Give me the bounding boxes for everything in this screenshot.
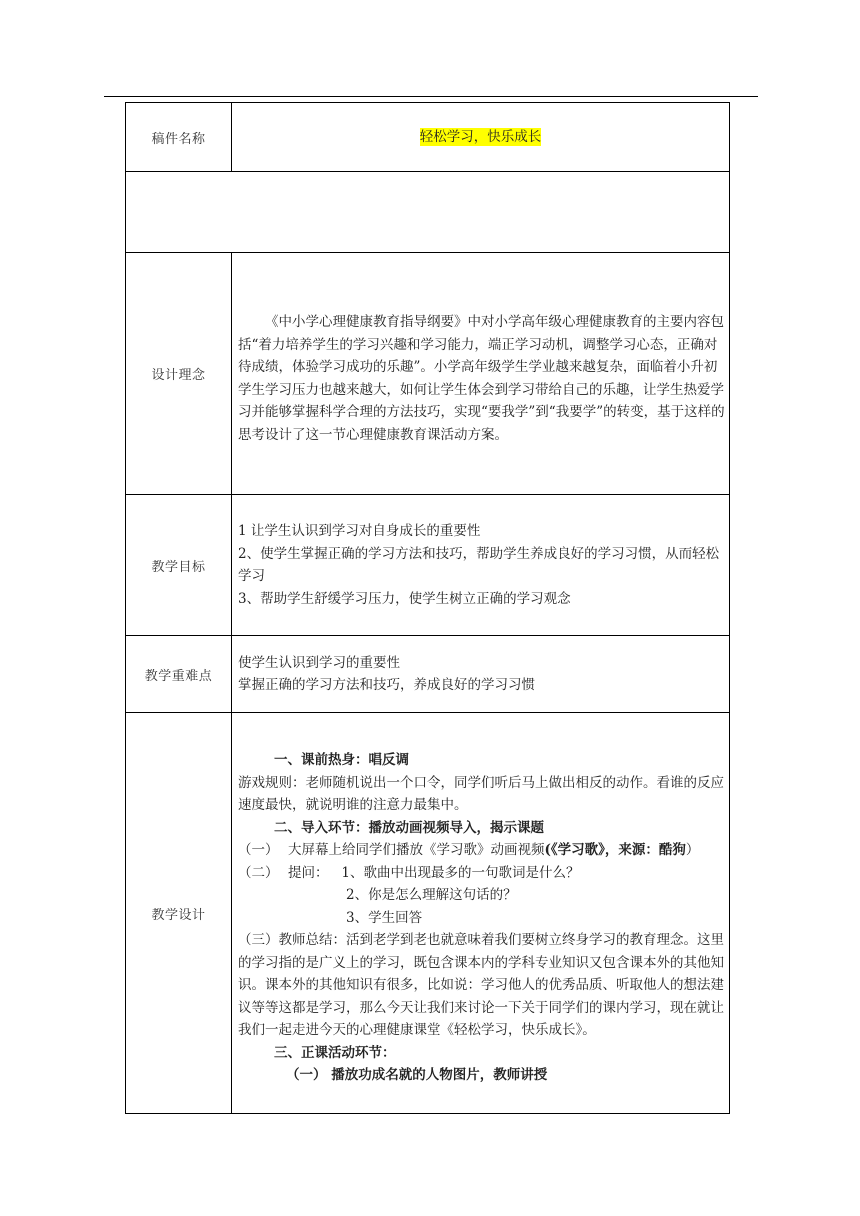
label-teaching-goals: 教学目标 bbox=[126, 495, 232, 636]
sub-item-source: (《学习歌》，来源：酷狗 bbox=[544, 842, 686, 859]
row-design-concept bbox=[126, 253, 730, 495]
sub-item bbox=[238, 862, 727, 885]
design-concept-text: 《中小学心理健康教育指导纲要》中对小学高年级心理健康教育的主要内容包括“着力培养学生的学习兴趣和学习能力，端正学习动机，调整学习心态，正确对待成绩，体验学习成功的乐趣”。小学高年级学生学业越来越复杂，面临着小升初学生学习压力也越来越大，如何让学生体会到学习带给自己的乐趣，让学生热爱学习并能够掌握科学合理的方法技巧，实现“要我学”到“我要学”的转变，基于这样的思考设计了这一节心理健康教育课活动方案。 bbox=[238, 314, 725, 443]
subsection-heading: （一） 播放功成名就的人物图片，教师讲授 bbox=[286, 1067, 548, 1084]
row-empty bbox=[126, 172, 730, 253]
label-manuscript-name: 稿件名称 bbox=[126, 103, 232, 172]
manuscript-title: 轻松学习，快乐成长 bbox=[419, 128, 542, 145]
game-rules: 游戏规则：老师随机说出一个口令，同学们听后马上做出相反的动作。看谁的反应速度最快，就说明谁的注意力最集中。 bbox=[238, 774, 724, 814]
goal-item: 3、帮助学生舒缓学习压力，使学生树立正确的学习观念 bbox=[238, 590, 571, 607]
row-key-points bbox=[126, 636, 730, 713]
sub-item-lead: 提问： bbox=[288, 864, 329, 881]
goal-item: 2、使学生掌握正确的学习方法和技巧，帮助学生养成良好的学习习惯，从而轻松学习 bbox=[238, 545, 720, 584]
goal-item: 1 让学生认识到学习对自身成长的重要性 bbox=[238, 523, 481, 539]
key-points-list bbox=[232, 652, 729, 697]
teaching-design-body bbox=[232, 739, 729, 1087]
sub-item-text: 大屏幕上给同学们播放《学习歌》动画视频 bbox=[288, 842, 545, 859]
label-design-concept: 设计理念 bbox=[126, 253, 232, 495]
section-heading: 三、正课活动环节： bbox=[274, 1044, 396, 1061]
section-heading: 一、课前热身：唱反调 bbox=[274, 752, 409, 769]
row-manuscript-name bbox=[126, 103, 730, 172]
header-rule bbox=[104, 96, 758, 97]
empty-cell bbox=[126, 172, 730, 253]
row-teaching-design bbox=[126, 713, 730, 1114]
key-point-item: 使学生认识到学习的重要性 bbox=[238, 654, 400, 671]
label-teaching-design: 教学设计 bbox=[126, 713, 232, 1114]
question-item: 2、你是怎么理解这句话的？ bbox=[346, 887, 517, 904]
sub-item-number: （一） bbox=[238, 842, 279, 859]
label-key-points: 教学重难点 bbox=[126, 636, 232, 713]
teaching-goals-list bbox=[232, 520, 729, 610]
question-item: 3、学生回答 bbox=[346, 909, 423, 926]
key-point-item: 掌握正确的学习方法和技巧，养成良好的学习习惯 bbox=[238, 677, 535, 693]
question-item: 1、歌曲中出现最多的一句歌词是什么？ bbox=[341, 864, 580, 881]
lesson-plan-table bbox=[125, 102, 730, 1114]
row-teaching-goals bbox=[126, 495, 730, 636]
section-heading: 二、导入环节：播放动画视频导入，揭示课题 bbox=[274, 819, 544, 836]
sub-item bbox=[238, 839, 727, 862]
sub-item-number: （二） bbox=[238, 864, 279, 881]
sub-item-tail: ） bbox=[685, 842, 700, 859]
teacher-summary: （三）教师总结：活到老学到老也就意味着我们要树立终身学习的教育理念。这里的学习指的是广义上的学习，既包含课本内的学科专业知识又包含课本外的其他知识。课本外的其他知识有很多，比如说：学习他人的优秀品质、听取他人的想法建议等等这都是学习，那么今天让我们来讨论一下关于同学们的课内学习，现在就让我们一起走进今天的心理健康课堂《轻松学习，快乐成长》。 bbox=[238, 932, 724, 1039]
